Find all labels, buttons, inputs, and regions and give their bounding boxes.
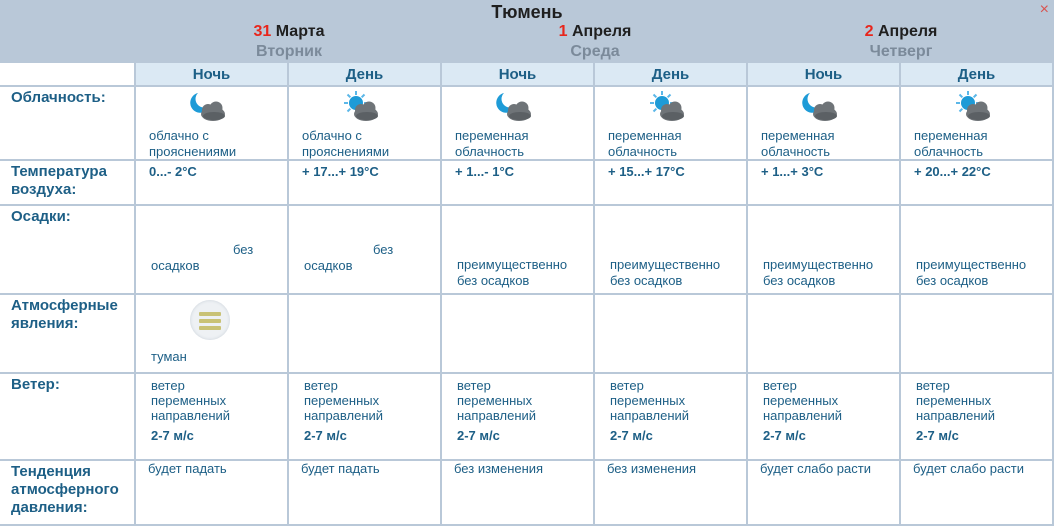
wind-speed: 2-7 м/с <box>304 428 347 443</box>
precip-cell <box>748 206 901 295</box>
pressure-cell <box>136 461 289 526</box>
precip-line1: преимущественно <box>763 257 874 272</box>
cloud-icon-wrap <box>188 90 228 124</box>
row-label: Тенденция атмосферного давления: <box>11 463 119 516</box>
cloud-cell <box>289 87 442 161</box>
cloud-text-line2: облачность <box>761 144 831 159</box>
cloud-text-line1: переменная <box>455 128 529 143</box>
row-label: Облачность: <box>11 89 106 106</box>
precip-cell <box>442 206 595 295</box>
weekday: Среда <box>570 43 620 60</box>
wind-line1: ветер <box>304 378 338 393</box>
weekday: Четверг <box>869 43 933 60</box>
temperature-value: + 1...+ 3°C <box>761 164 824 179</box>
wind-line3: направлений <box>763 408 843 423</box>
pressure-cell <box>901 461 1054 526</box>
period-label: День <box>651 66 690 83</box>
cloud-cell <box>748 87 901 161</box>
wind-row <box>0 374 1054 461</box>
wind-speed: 2-7 м/с <box>916 428 959 443</box>
cloud-cell <box>595 87 748 161</box>
forecast-header <box>0 0 1054 63</box>
date-header-2 <box>748 22 1054 62</box>
precip-line2: осадков <box>151 258 200 273</box>
wind-cell <box>136 374 289 461</box>
cloud-text-line1: переменная <box>608 128 682 143</box>
date-header-0 <box>136 22 442 62</box>
row-label: Температура воздуха: <box>11 163 107 198</box>
temperature-value: 0...- 2°C <box>149 164 197 179</box>
precip-line2: без осадков <box>610 273 683 288</box>
fog-bar <box>199 312 221 316</box>
period-label: Ночь <box>192 66 231 83</box>
pressure-trend: будет слабо расти <box>913 461 1024 476</box>
cloud-icon-wrap <box>341 90 381 124</box>
wind-line1: ветер <box>151 378 185 393</box>
period-cell <box>748 63 901 87</box>
wind-line1: ветер <box>457 378 491 393</box>
cloud-text-line2: облачность <box>608 144 678 159</box>
phenomena-text: туман <box>151 349 187 364</box>
precip-line2: без осадков <box>457 273 530 288</box>
pressure-row <box>0 461 1054 526</box>
cloud-cell <box>901 87 1054 161</box>
close-icon[interactable]: × <box>1039 1 1049 18</box>
period-row <box>0 63 1054 87</box>
period-cell <box>901 63 1054 87</box>
cloud-cell <box>442 87 595 161</box>
wind-line2: переменных <box>151 393 227 408</box>
row-label: Атмосферные явления: <box>11 297 118 332</box>
phenomena-cell <box>136 295 289 374</box>
cloud-text-line2: облачность <box>914 144 984 159</box>
wind-line2: переменных <box>610 393 686 408</box>
cloud-icon-wrap <box>800 90 840 124</box>
row-label-cell <box>0 206 136 295</box>
row-label-cell <box>0 161 136 206</box>
wind-line1: ветер <box>610 378 644 393</box>
wind-cell <box>442 374 595 461</box>
precip-line2: осадков <box>304 258 353 273</box>
wind-line1: ветер <box>763 378 797 393</box>
phenomena-cell <box>595 295 748 374</box>
period-cell <box>289 63 442 87</box>
pressure-trend: без изменения <box>454 461 544 476</box>
pressure-cell <box>595 461 748 526</box>
cloud-text-line2: прояснениями <box>302 144 390 159</box>
fog-bar <box>199 326 221 330</box>
cloud-icon-wrap <box>494 90 534 124</box>
temperature-cell <box>748 161 901 206</box>
row-label: Осадки: <box>11 208 71 225</box>
moon-cloud-icon <box>494 90 534 124</box>
precip-line1: преимущественно <box>610 257 721 272</box>
temperature-cell <box>595 161 748 206</box>
temperature-row <box>0 161 1054 206</box>
cloud-text-line1: переменная <box>761 128 835 143</box>
wind-line1: ветер <box>916 378 950 393</box>
pressure-cell <box>748 461 901 526</box>
month-name: Марта <box>275 23 325 40</box>
period-label: День <box>957 66 996 83</box>
day-number: 1 <box>558 23 568 40</box>
wind-speed: 2-7 м/с <box>610 428 653 443</box>
precip-row <box>0 206 1054 295</box>
wind-line2: переменных <box>304 393 380 408</box>
wind-speed: 2-7 м/с <box>457 428 500 443</box>
wind-cell <box>901 374 1054 461</box>
temperature-cell <box>136 161 289 206</box>
precip-line1: преимущественно <box>916 257 1027 272</box>
cloud-cell <box>136 87 289 161</box>
period-cell <box>595 63 748 87</box>
temperature-value: + 20...+ 22°C <box>914 164 991 179</box>
period-cell <box>442 63 595 87</box>
row-label-cell <box>0 461 136 526</box>
period-label: Ночь <box>804 66 843 83</box>
wind-speed: 2-7 м/с <box>763 428 806 443</box>
phenomena-cell <box>289 295 442 374</box>
temperature-cell <box>901 161 1054 206</box>
phenomena-cell <box>748 295 901 374</box>
day-number: 2 <box>864 23 874 40</box>
pressure-trend: будет слабо расти <box>760 461 871 476</box>
sun-cloud-icon <box>341 90 381 124</box>
wind-line2: переменных <box>457 393 533 408</box>
fog-icon <box>190 300 230 340</box>
day-number: 31 <box>253 23 272 40</box>
sun-cloud-icon <box>953 90 993 124</box>
precip-cell <box>901 206 1054 295</box>
wind-line3: направлений <box>916 408 996 423</box>
temperature-value: + 1...- 1°C <box>455 164 515 179</box>
cloud-icon-wrap <box>647 90 687 124</box>
cloud-text-line1: облачно с <box>149 128 209 143</box>
cloud-text-line1: облачно с <box>302 128 362 143</box>
period-label: Ночь <box>498 66 537 83</box>
period-label: День <box>345 66 384 83</box>
cloud-row <box>0 87 1054 161</box>
precip-line1: без <box>233 242 254 257</box>
wind-line3: направлений <box>457 408 537 423</box>
wind-cell <box>595 374 748 461</box>
moon-cloud-icon <box>800 90 840 124</box>
month-name: Апреля <box>877 23 938 40</box>
period-cell <box>136 63 289 87</box>
row-label-cell <box>0 295 136 374</box>
phenomena-row <box>0 295 1054 374</box>
precip-line1: преимущественно <box>457 257 568 272</box>
temperature-cell <box>289 161 442 206</box>
sun-cloud-icon <box>647 90 687 124</box>
wind-speed: 2-7 м/с <box>151 428 194 443</box>
city-title: Тюмень <box>491 2 563 22</box>
cloud-text-line2: облачность <box>455 144 525 159</box>
cloud-text-line1: переменная <box>914 128 988 143</box>
precip-line1: без <box>373 242 394 257</box>
row-label: Ветер: <box>11 376 60 393</box>
wind-line2: переменных <box>916 393 992 408</box>
precip-line2: без осадков <box>916 273 989 288</box>
precip-cell <box>136 206 289 295</box>
date-header-1 <box>442 22 748 62</box>
wind-line3: направлений <box>151 408 231 423</box>
moon-cloud-icon <box>188 90 228 124</box>
cloud-text-line2: прояснениями <box>149 144 237 159</box>
period-row-corner <box>0 63 136 87</box>
wind-cell <box>748 374 901 461</box>
pressure-trend: будет падать <box>301 461 380 476</box>
wind-line3: направлений <box>304 408 384 423</box>
pressure-trend: без изменения <box>607 461 697 476</box>
pressure-cell <box>442 461 595 526</box>
cloud-icon-wrap <box>953 90 993 124</box>
wind-cell <box>289 374 442 461</box>
fog-bar <box>199 319 221 323</box>
phenomena-cell <box>901 295 1054 374</box>
pressure-trend: будет падать <box>148 461 227 476</box>
temperature-cell <box>442 161 595 206</box>
row-label-cell <box>0 374 136 461</box>
wind-line2: переменных <box>763 393 839 408</box>
pressure-cell <box>289 461 442 526</box>
wind-line3: направлений <box>610 408 690 423</box>
precip-cell <box>595 206 748 295</box>
precip-cell <box>289 206 442 295</box>
row-label-cell <box>0 87 136 161</box>
phenomena-cell <box>442 295 595 374</box>
weekday: Вторник <box>255 43 323 60</box>
precip-line2: без осадков <box>763 273 836 288</box>
temperature-value: + 17...+ 19°C <box>302 164 379 179</box>
temperature-value: + 15...+ 17°C <box>608 164 685 179</box>
month-name: Апреля <box>571 23 632 40</box>
